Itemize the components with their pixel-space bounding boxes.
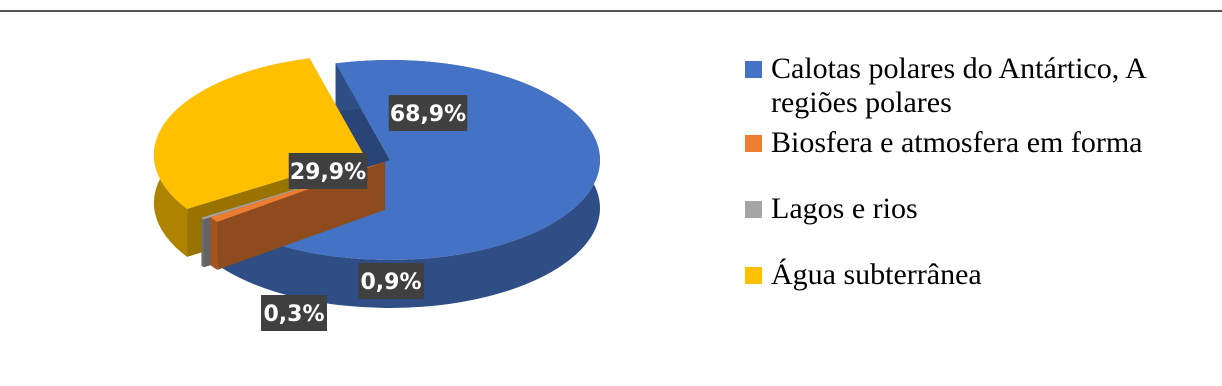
legend-item <box>745 192 1222 226</box>
pie-slice-rim <box>201 218 203 268</box>
legend-swatch <box>745 267 762 284</box>
chart-legend <box>745 52 1222 292</box>
legend-label: Água subterrânea <box>771 258 982 291</box>
legend-label: Biosfera e atmosfera em forma <box>771 126 1143 159</box>
data-label-text: 0,3% <box>263 302 325 327</box>
legend-item <box>745 126 1222 160</box>
legend-item <box>745 258 1222 292</box>
legend-swatch <box>745 135 762 152</box>
legend-swatch <box>745 61 762 78</box>
legend-label: Calotas polares do Antártico, A <box>771 52 1147 85</box>
data-label-text: 29,9% <box>289 160 367 185</box>
data-label-text: 0,9% <box>360 270 422 295</box>
legend-label: Lagos e rios <box>771 192 918 225</box>
legend-item <box>745 52 1222 120</box>
pie-slice-rim <box>210 217 217 270</box>
data-label-3 <box>289 153 368 189</box>
data-label-0 <box>389 95 468 131</box>
legend-label: regiões polares <box>771 86 952 119</box>
legend-swatch <box>745 201 762 218</box>
data-label-1 <box>358 263 424 299</box>
data-label-2 <box>261 295 327 331</box>
data-label-text: 68,9% <box>389 102 467 127</box>
